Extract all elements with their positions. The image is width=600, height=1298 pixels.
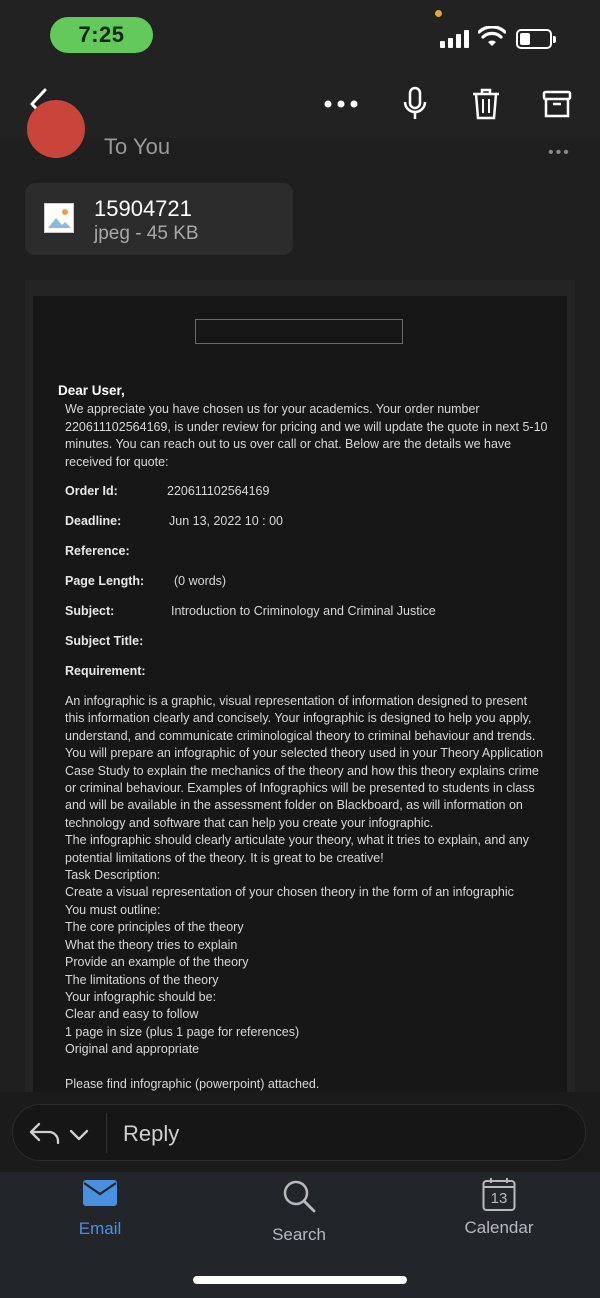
delete-button[interactable]: [466, 84, 506, 124]
envelope-icon: [82, 1178, 118, 1208]
requirement-line: Your infographic should be:: [65, 989, 217, 1004]
deadline-label: Deadline:: [65, 514, 122, 528]
greeting: Dear User,: [58, 383, 125, 398]
tab-calendar[interactable]: [429, 1178, 569, 1238]
subject-value: Introduction to Criminology and Criminal Justice: [171, 604, 436, 618]
ellipsis-icon: [324, 100, 358, 108]
status-time: 7:25: [50, 17, 153, 53]
attachment-name: 15904721: [94, 196, 192, 221]
requirement-line: this information clearly and concisely. Your infographic is designed to help you apply,: [65, 711, 532, 726]
requirement-line: Original and appropriate: [65, 1042, 200, 1057]
requirement-line: The core principles of the theory: [65, 920, 244, 935]
more-options-button[interactable]: [321, 84, 361, 124]
requirement-line: understand, and communicate criminological theory to criminal behaviour and trends.: [65, 728, 536, 743]
requirement-line: You will prepare an infographic of your selected theory used in your Theory Application: [65, 746, 544, 761]
reference-label: Reference:: [65, 544, 130, 558]
requirement-line: Create a visual representation of your chosen theory in the form of an infographic: [65, 885, 514, 900]
requirement-text: [65, 693, 555, 1093]
requirement-line: Clear and easy to follow: [65, 1007, 199, 1022]
sender-avatar[interactable]: [27, 100, 85, 158]
microphone-icon: [402, 86, 428, 122]
page-length-label: Page Length:: [65, 574, 145, 588]
mic-indicator-dot: [435, 10, 442, 17]
reply-arrow-icon: [29, 1122, 61, 1144]
archive-icon: [542, 89, 572, 119]
requirement-line: or criminal behaviour. Examples of Infographics will be presented to students in class: [65, 781, 535, 796]
calendar-day-number: 13: [490, 1190, 508, 1207]
page-length-value: (0 words): [174, 574, 227, 588]
requirement-label: Requirement:: [65, 664, 146, 678]
requirement-line: An infographic is a graphic, visual representation of information designed to present: [65, 694, 528, 708]
reply-button[interactable]: [12, 1104, 586, 1161]
attachment-card[interactable]: [25, 183, 293, 255]
chevron-down-icon[interactable]: [69, 1129, 89, 1141]
tab-email[interactable]: [30, 1178, 170, 1239]
deadline-value: Jun 13, 2022 10 : 00: [169, 514, 283, 528]
closing-line: Please find infographic (powerpoint) attached.: [65, 1076, 320, 1091]
requirement-line: and will be available in the assessment folder on Blackboard, as will information on: [65, 798, 523, 813]
logo-placeholder: [195, 319, 403, 344]
status-bar: [0, 0, 600, 70]
dictate-button[interactable]: [395, 84, 435, 124]
tab-calendar-label: Calendar: [464, 1218, 534, 1237]
requirement-line: potential limitations of the theory. It is great to be creative!: [65, 850, 384, 865]
requirement-line: The limitations of the theory: [65, 972, 219, 987]
tab-email-label: Email: [78, 1219, 122, 1238]
trash-icon: [471, 87, 501, 121]
requirement-line: The infographic should clearly articulate your theory, what it tries to explain, and any: [65, 833, 529, 848]
reply-label: Reply: [123, 1121, 180, 1146]
battery-icon: [516, 29, 552, 49]
email-intro-block: [58, 382, 552, 471]
requirement-line: You must outline:: [65, 902, 161, 917]
header-more-icon[interactable]: •••: [548, 144, 571, 161]
subject-label: Subject:: [65, 604, 115, 618]
email-body: [33, 296, 567, 1106]
recipient-label: To You: [104, 134, 171, 159]
tab-search-label: Search: [272, 1225, 326, 1244]
attachment-meta: jpeg - 45 KB: [94, 223, 199, 244]
requirement-line: Task Description:: [65, 868, 161, 883]
subject-title-label: Subject Title:: [65, 634, 144, 648]
intro-paragraph: We appreciate you have chosen us for your academics. Your order number 220611102564169, is under review for pricing and we will update the quote in next 5-10 minutes. You can reach out to us over call or chat. Below are the details we have received for quote:: [65, 402, 548, 469]
home-indicator[interactable]: [193, 1276, 407, 1284]
requirement-line: 1 page in size (plus 1 page for references): [65, 1024, 300, 1039]
wifi-icon: [478, 26, 506, 48]
image-file-icon: [44, 203, 74, 233]
order-id-label: Order Id:: [65, 484, 118, 498]
cellular-signal-icon: [440, 30, 470, 48]
reply-divider: [106, 1113, 107, 1153]
magnifier-icon: [281, 1178, 317, 1214]
requirement-line: Provide an example of the theory: [65, 955, 249, 970]
email-toolbar: [0, 70, 600, 138]
tab-search[interactable]: [229, 1178, 369, 1245]
order-id-value: 220611102564169: [167, 484, 270, 498]
calendar-icon: [482, 1178, 516, 1212]
requirement-line: technology and software that can help you create your infographic.: [65, 815, 434, 830]
requirement-line: Case Study to explain the mechanics of the theory and how this theory explains crime: [65, 763, 539, 778]
requirement-line: What the theory tries to explain: [65, 937, 238, 952]
reply-bar: [0, 1092, 600, 1172]
archive-button[interactable]: [537, 84, 577, 124]
